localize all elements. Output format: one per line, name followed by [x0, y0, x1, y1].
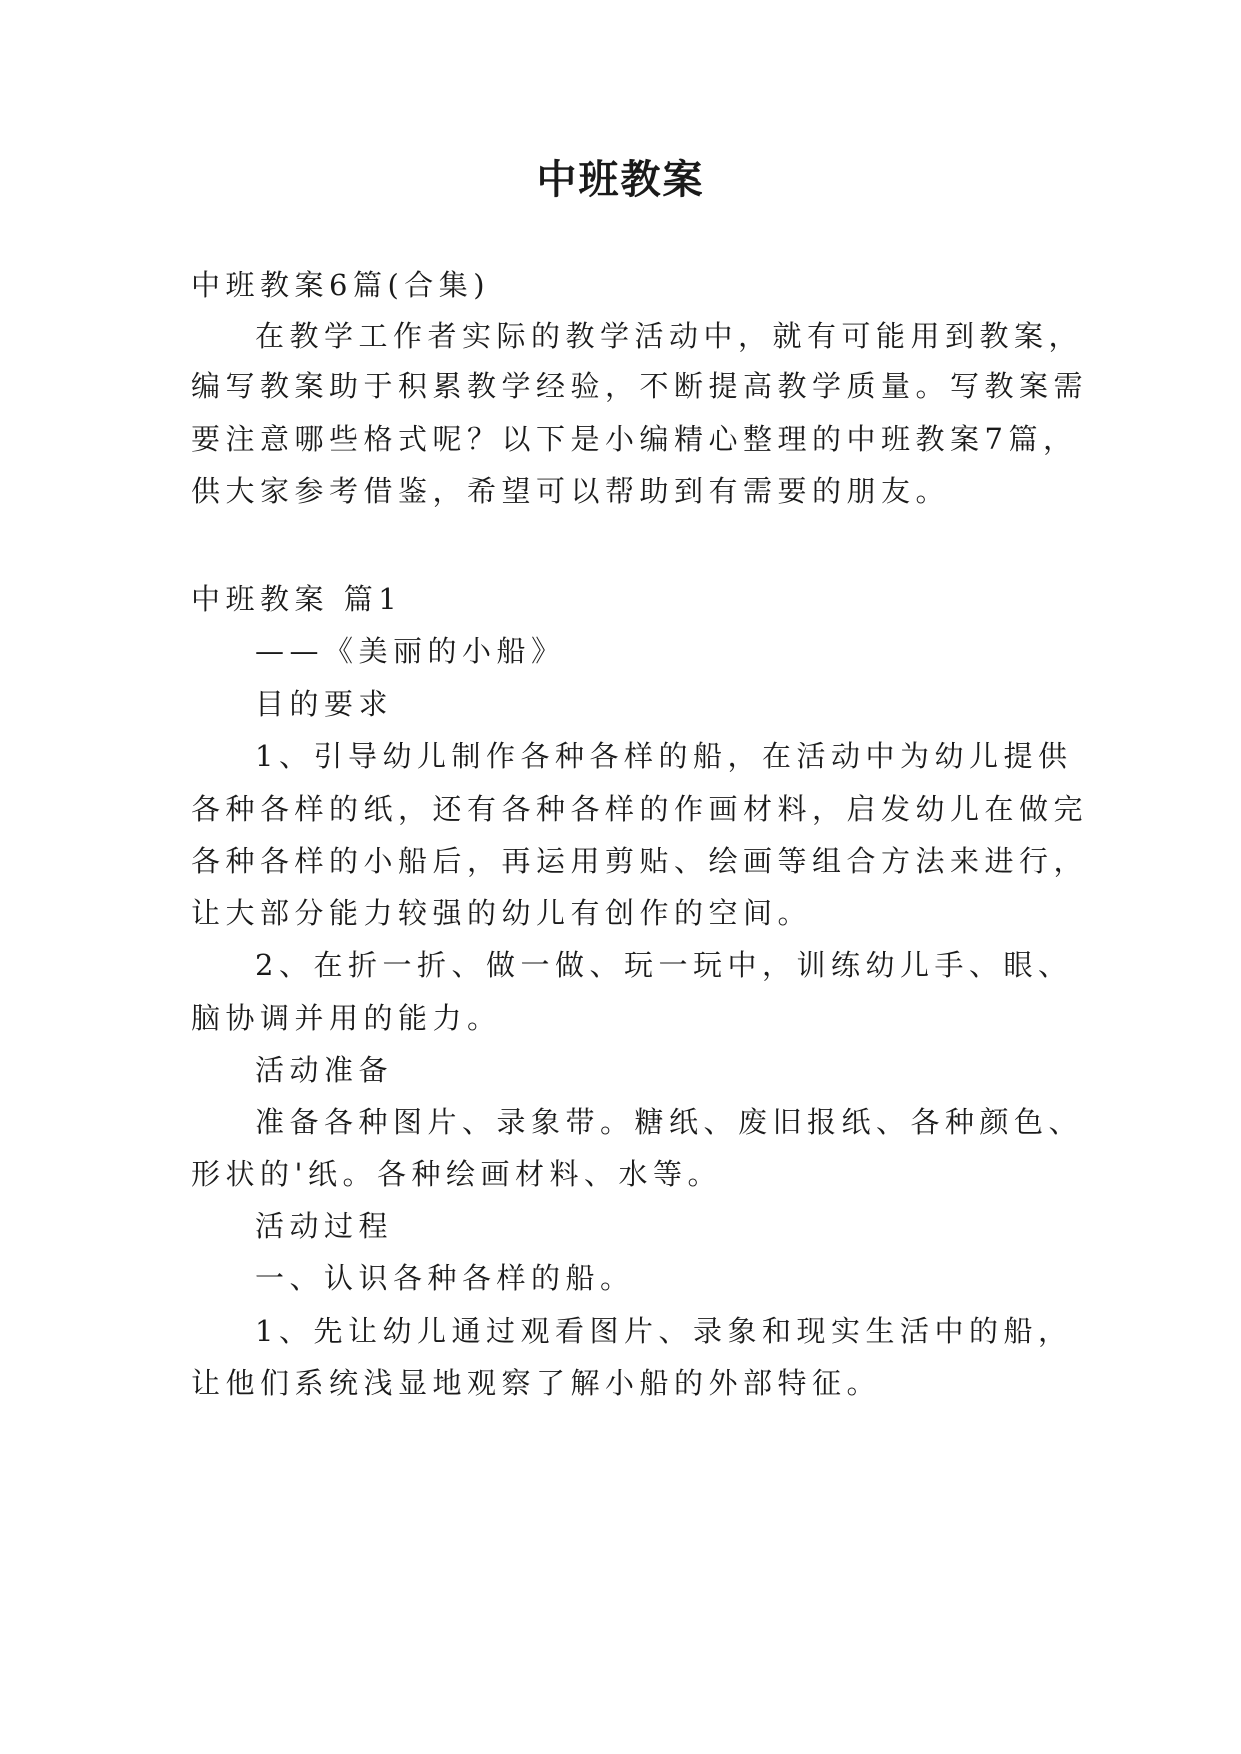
- process-step-1-line-2: 让他们系统浅显地观察了解小船的外部特征。: [191, 1366, 882, 1400]
- process-step-heading: 一、认识各种各样的船。: [255, 1261, 635, 1295]
- preparation-line-1: 准备各种图片、录象带。糖纸、废旧报纸、各种颜色、: [255, 1105, 1084, 1139]
- preparation-line-2: 形状的'纸。各种绘画材料、水等。: [191, 1157, 722, 1191]
- process-heading: 活动过程: [255, 1209, 394, 1243]
- document-title: 中班教案: [536, 156, 705, 203]
- preparation-heading: 活动准备: [255, 1053, 394, 1087]
- intro-line-4: 供大家参考借鉴，希望可以帮助到有需要的朋友。: [191, 474, 951, 508]
- process-step-1-line-1: 1、先让幼儿通过观看图片、录象和现实生活中的船，: [255, 1314, 1073, 1348]
- goal-2-line-1: 2、在折一折、做一做、玩一玩中，训练幼儿手、眼、: [255, 948, 1073, 982]
- goal-2-line-2: 脑协调并用的能力。: [191, 1001, 502, 1035]
- goal-1-line-1: 1、引导幼儿制作各种各样的船，在活动中为幼儿提供: [255, 739, 1073, 773]
- goals-heading: 目的要求: [255, 687, 394, 721]
- goal-1-line-2: 各种各样的纸，还有各种各样的作画材料，启发幼儿在做完: [191, 792, 1089, 826]
- goal-1-line-4: 让大部分能力较强的幼儿有创作的空间。: [191, 896, 813, 930]
- intro-line-2: 编写教案助于积累教学经验，不断提高教学质量。写教案需: [191, 369, 1089, 403]
- intro-line-3: 要注意哪些格式呢？以下是小编精心整理的中班教案7篇，: [191, 422, 1078, 456]
- section-heading: 中班教案 篇1: [191, 582, 403, 616]
- lesson-subtitle: ——《美丽的小船》: [255, 634, 566, 668]
- collection-heading: 中班教案6篇(合集): [191, 268, 491, 302]
- intro-line-1: 在教学工作者实际的教学活动中，就有可能用到教案，: [255, 319, 1084, 353]
- goal-1-line-3: 各种各样的小船后，再运用剪贴、绘画等组合方法来进行，: [191, 844, 1089, 878]
